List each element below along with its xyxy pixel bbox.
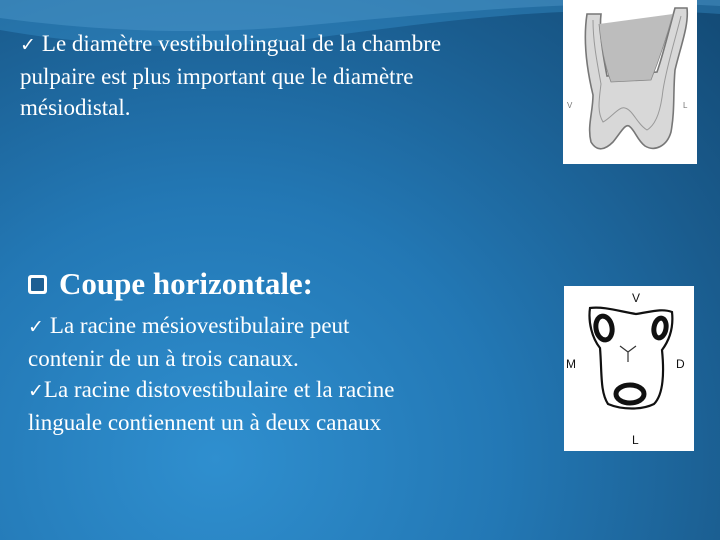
para1-line-3: mésiodistal.: [20, 95, 131, 120]
section-heading: [28, 266, 548, 302]
figure2-label-d: D: [676, 357, 685, 371]
checkbox-bullet-icon: [28, 275, 47, 294]
check-icon: ✓: [28, 380, 44, 402]
tooth-horizontal-section-drawing: [564, 286, 694, 451]
tooth-vertical-section-figure: [563, 0, 697, 164]
figure1-label-l: L: [683, 101, 688, 110]
figure1-label-v: V: [567, 101, 573, 110]
para2-line-3: ✓La racine distovestibulaire et la racine: [28, 377, 395, 402]
check-icon: ✓: [20, 34, 36, 56]
para1-line-1: ✓ Le diamètre vestibulolingual de la chambre: [20, 31, 442, 56]
para2-line-1: ✓ La racine mésiovestibulaire peut: [28, 313, 350, 338]
para2-line-2: contenir de un à trois canaux.: [28, 346, 299, 371]
figure2-label-v: V: [632, 291, 641, 305]
figure2-label-m: M: [566, 357, 576, 371]
para1-line-2: pulpaire est plus important que le diamètre: [20, 64, 414, 89]
paragraph-pulp-chamber: [20, 28, 550, 123]
paragraph-horizontal-section: [28, 310, 548, 438]
figure2-label-l: L: [632, 433, 639, 447]
tooth-horizontal-section-figure: [564, 286, 694, 451]
tooth-vertical-section-drawing: [563, 0, 697, 164]
heading-text: Coupe horizontale:: [59, 266, 314, 301]
para2-line-4: linguale contiennent un à deux canaux: [28, 410, 382, 435]
check-icon: ✓: [28, 316, 44, 338]
